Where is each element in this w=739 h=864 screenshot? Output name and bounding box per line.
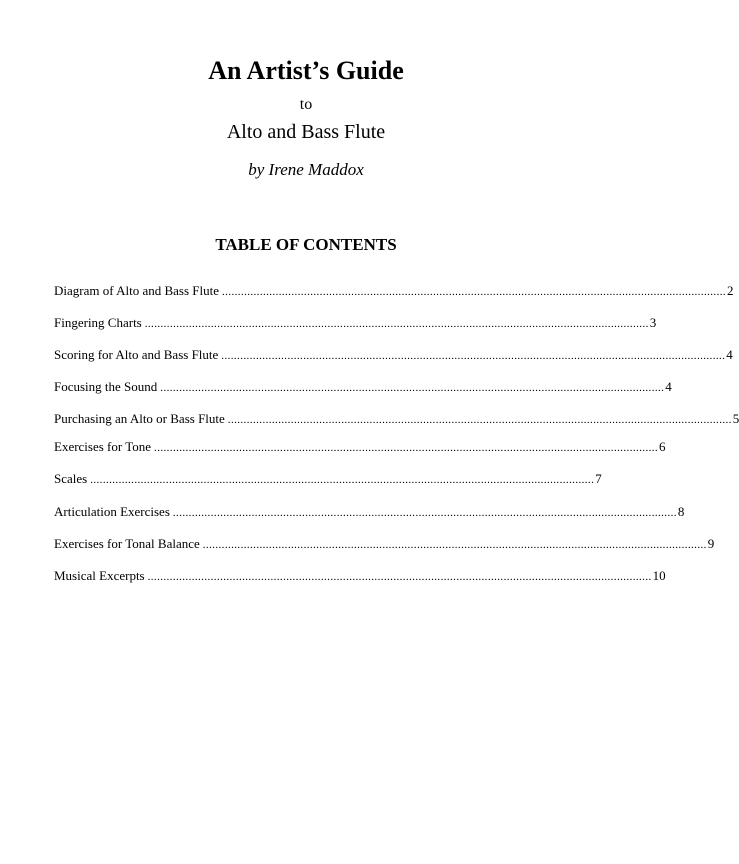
toc-leader-dots: ................................................................................................................................................................ bbox=[147, 571, 652, 583]
toc-entry bbox=[54, 411, 739, 428]
toc-entry bbox=[54, 504, 685, 521]
toc-leader-dots: ................................................................................................................................................................ bbox=[160, 382, 665, 394]
title-connector: to bbox=[299, 96, 313, 113]
toc-entry bbox=[54, 315, 657, 332]
toc-leader-dots: ................................................................................................................................................................ bbox=[90, 474, 595, 486]
toc-entry-page: 4 bbox=[665, 379, 672, 394]
toc-heading: TABLE OF CONTENTS bbox=[215, 235, 397, 254]
toc-entry-page: 10 bbox=[652, 568, 666, 583]
document-title: An Artist’s Guide bbox=[208, 56, 404, 85]
toc-entry bbox=[54, 379, 672, 396]
toc-leader-dots: ................................................................................................................................................................ bbox=[154, 442, 659, 454]
toc-entry-label: Exercises for Tone bbox=[54, 439, 152, 454]
toc-entry-label: Scales bbox=[54, 471, 88, 486]
toc-entry-label: Focusing the Sound bbox=[54, 379, 158, 394]
toc-entry bbox=[54, 536, 715, 553]
toc-entry-page: 4 bbox=[726, 347, 733, 362]
toc-entry bbox=[54, 439, 666, 456]
toc-entry-page: 8 bbox=[677, 504, 685, 519]
toc-leader-dots: ................................................................................................................................................................ bbox=[221, 350, 726, 362]
toc-entry-label: Fingering Charts bbox=[54, 315, 142, 330]
toc-entry-label: Exercises for Tonal Balance bbox=[54, 536, 200, 551]
toc-entry-label: Scoring for Alto and Bass Flute bbox=[54, 347, 219, 362]
toc-entry-page: 2 bbox=[727, 283, 734, 298]
toc-entry-page: 6 bbox=[659, 439, 666, 454]
toc-entry bbox=[54, 471, 602, 488]
toc-entry-page: 7 bbox=[595, 471, 602, 486]
toc-leader-dots: ................................................................................................................................................................ bbox=[172, 507, 677, 519]
toc-leader-dots: ................................................................................................................................................................ bbox=[144, 318, 649, 330]
document-subtitle: Alto and Bass Flute bbox=[226, 121, 386, 143]
toc-entry-label: Musical Excerpts bbox=[54, 568, 145, 583]
toc-entry bbox=[54, 568, 666, 585]
toc-entry-label: Articulation Exercises bbox=[54, 504, 170, 519]
toc-entry bbox=[54, 347, 733, 364]
author-byline: by Irene Maddox bbox=[248, 160, 364, 179]
toc-entry-page: 5 bbox=[732, 411, 739, 426]
toc-entry-label: Purchasing an Alto or Bass Flute bbox=[54, 411, 225, 426]
toc-entry-page: 9 bbox=[707, 536, 715, 551]
toc-leader-dots: ................................................................................................................................................................ bbox=[227, 414, 732, 426]
toc-entry-label: Diagram of Alto and Bass Flute bbox=[54, 283, 220, 298]
toc-leader-dots: ................................................................................................................................................................ bbox=[222, 286, 727, 298]
toc-leader-dots: ................................................................................................................................................................ bbox=[202, 539, 707, 551]
toc-entry bbox=[54, 283, 734, 300]
toc-entry-page: 3 bbox=[649, 315, 657, 330]
